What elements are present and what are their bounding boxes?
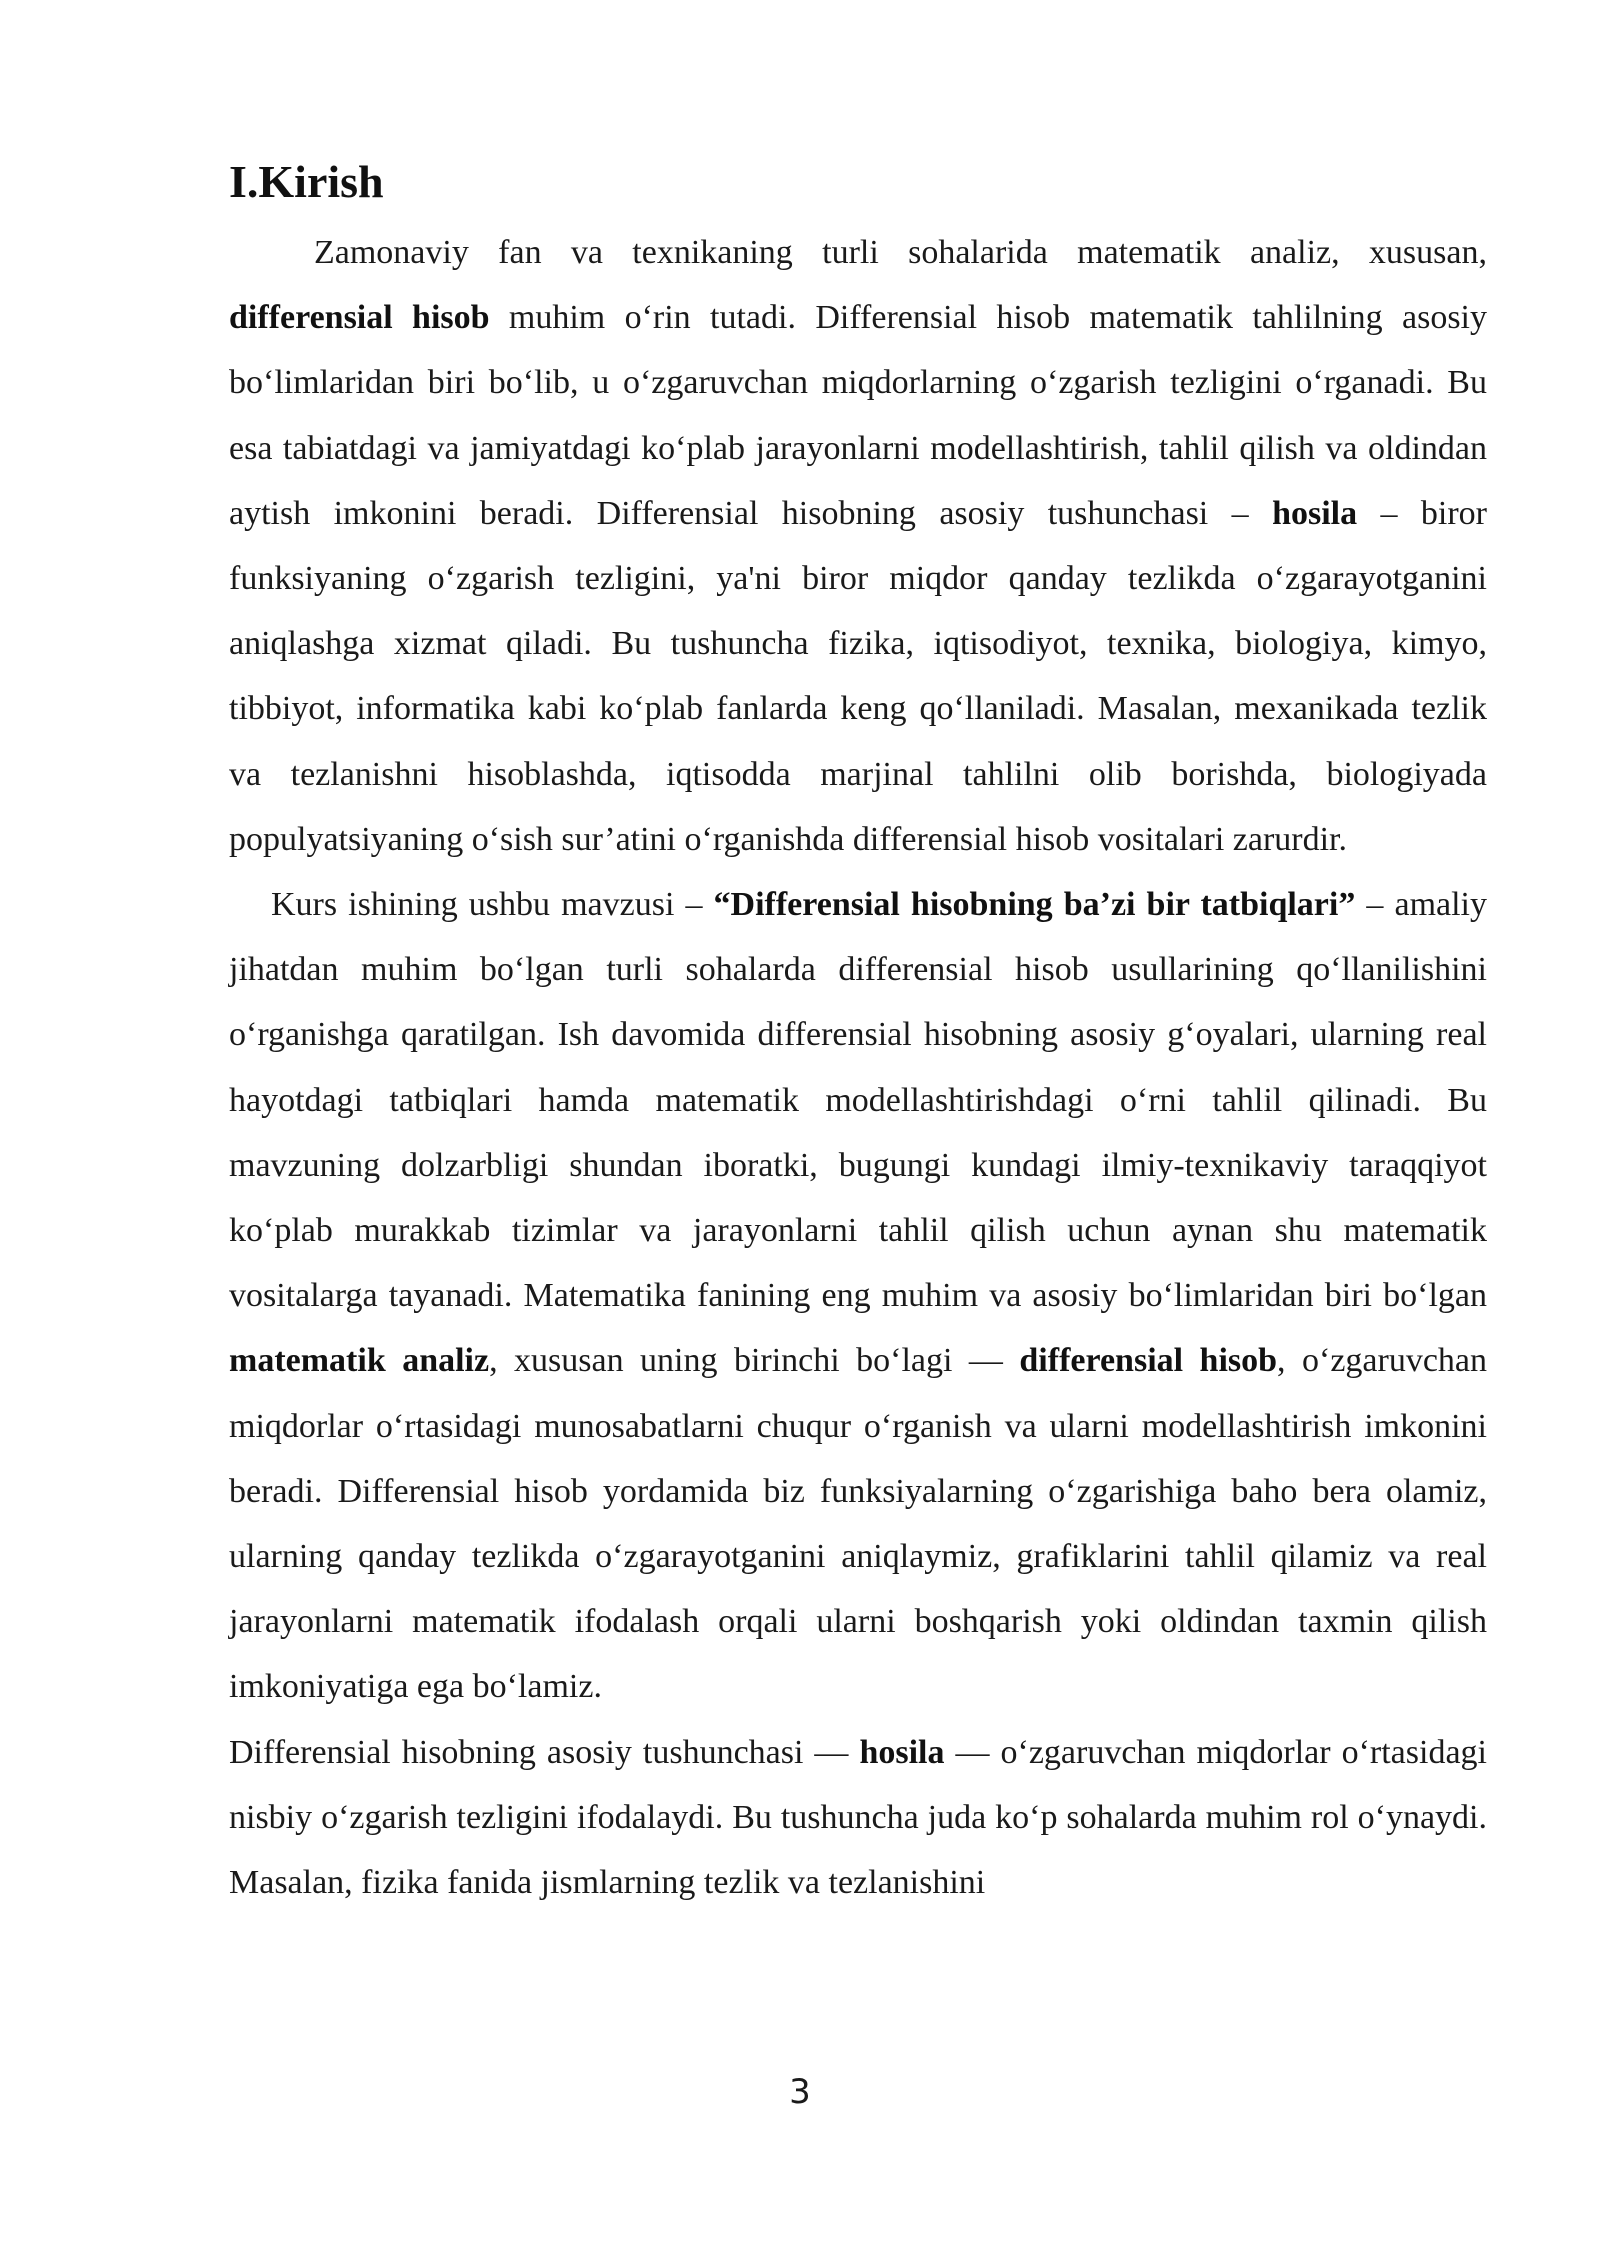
paragraph-1 bbox=[229, 220, 1487, 872]
bold-term: differensial hisob bbox=[229, 299, 490, 337]
bold-term: hosila bbox=[1272, 494, 1358, 532]
paragraph-text: , o‘zgaruvchan miqdorlar o‘rtasidagi munosabatlarni chuqur o‘rganish va ularni modellashtirish imkonini beradi. Differensial hisob yordamida biz funksiyalarning o‘zgarishiga baho bera olamiz, ularning qanday tezlikda o‘zgarayotganini aniqlaymiz, grafiklarini tahlil qilamiz va real jarayonlarni matematik ifodalash orqali ularni boshqarish yoki oldindan taxmin qilish imkoniyatiga ega bo‘lamiz. bbox=[229, 1342, 1488, 1706]
paragraph-2 bbox=[229, 872, 1487, 1720]
paragraph-3 bbox=[229, 1720, 1487, 1916]
bold-term: hosila bbox=[859, 1733, 945, 1771]
bold-term: matematik analiz bbox=[229, 1342, 490, 1380]
page-content bbox=[229, 150, 1487, 1915]
paragraph-text: — o‘zgaruvchan miqdorlar o‘rtasidagi nisbiy o‘zgarish tezligini ifodalaydi. Bu tushuncha juda ko‘p sohalarda muhim rol o‘ynaydi. Masalan, fizika fanida jismlarning tezlik va tezlanishini bbox=[229, 1733, 1487, 1902]
paragraph-text: Zamonaviy fan va texnikaning turli sohalarida matematik analiz, xususan, bbox=[314, 234, 1487, 271]
paragraph-text: – biror funksiyaning o‘zgarish tezligini, ya'ni biror miqdor qanday tezlikda o‘zgarayotganini aniqlashga xizmat qiladi. Bu tushuncha fizika, iqtisodiyot, texnika, biologiya, kimyo, tibbiyot, informatika kabi ko‘plab fanlarda keng qo‘llaniladi. Masalan, mexanikada tezlik va tezlanishni hisoblashda, iqtisodda marjinal tahlilni olib borishda, biologiyada populyatsiyaning o‘sish sur’atini o‘rganishda differensial hisob vositalari zarurdir. bbox=[229, 494, 1487, 858]
bold-term: “Differensial hisobning ba’zi bir tatbiqlari” bbox=[713, 886, 1356, 924]
section-heading: I.Kirish bbox=[229, 156, 384, 207]
paragraph-text: – amaliy jihatdan muhim bo‘lgan turli sohalarda differensial hisob usullarining qo‘llanilishini o‘rganishga qaratilgan. Ish davomida differensial hisobning asosiy g‘oyalari, ularning real hayotdagi tatbiqlari hamda matematik modellashtirishdagi o‘rni tahlil qilinadi. Bu mavzuning dolzarbligi shundan iboratki, bugungi kundagi ilmiy-texnikaviy taraqqiyot ko‘plab murakkab tizimlar va jarayonlarni tahlil qilish uchun aynan shu matematik vositalarga tayanadi. Matematika fanining eng muhim va asosiy bo‘limlaridan biri bo‘lgan bbox=[229, 886, 1487, 1315]
paragraph-text: muhim o‘rin tutadi. Differensial hisob matematik tahlilning asosiy bo‘limlaridan biri bo‘lib, u o‘zgaruvchan miqdorlarning o‘zgarish tezligini o‘rganadi. Bu esa tabiatdagi va jamiyatdagi ko‘plab jarayonlarni modellashtirish, tahlil qilish va oldindan aytish imkonini beradi. Differensial hisobning asosiy tushunchasi – bbox=[229, 299, 1487, 532]
bold-term: differensial hisob bbox=[1019, 1342, 1278, 1380]
paragraph-text: Kurs ishining ushbu mavzusi – bbox=[271, 886, 714, 924]
paragraph-text: Differensial hisobning asosiy tushunchasi — bbox=[229, 1733, 860, 1771]
page-number: 3 bbox=[789, 2072, 811, 2112]
paragraph-text: , xususan uning birinchi bo‘lagi — bbox=[489, 1342, 1020, 1380]
